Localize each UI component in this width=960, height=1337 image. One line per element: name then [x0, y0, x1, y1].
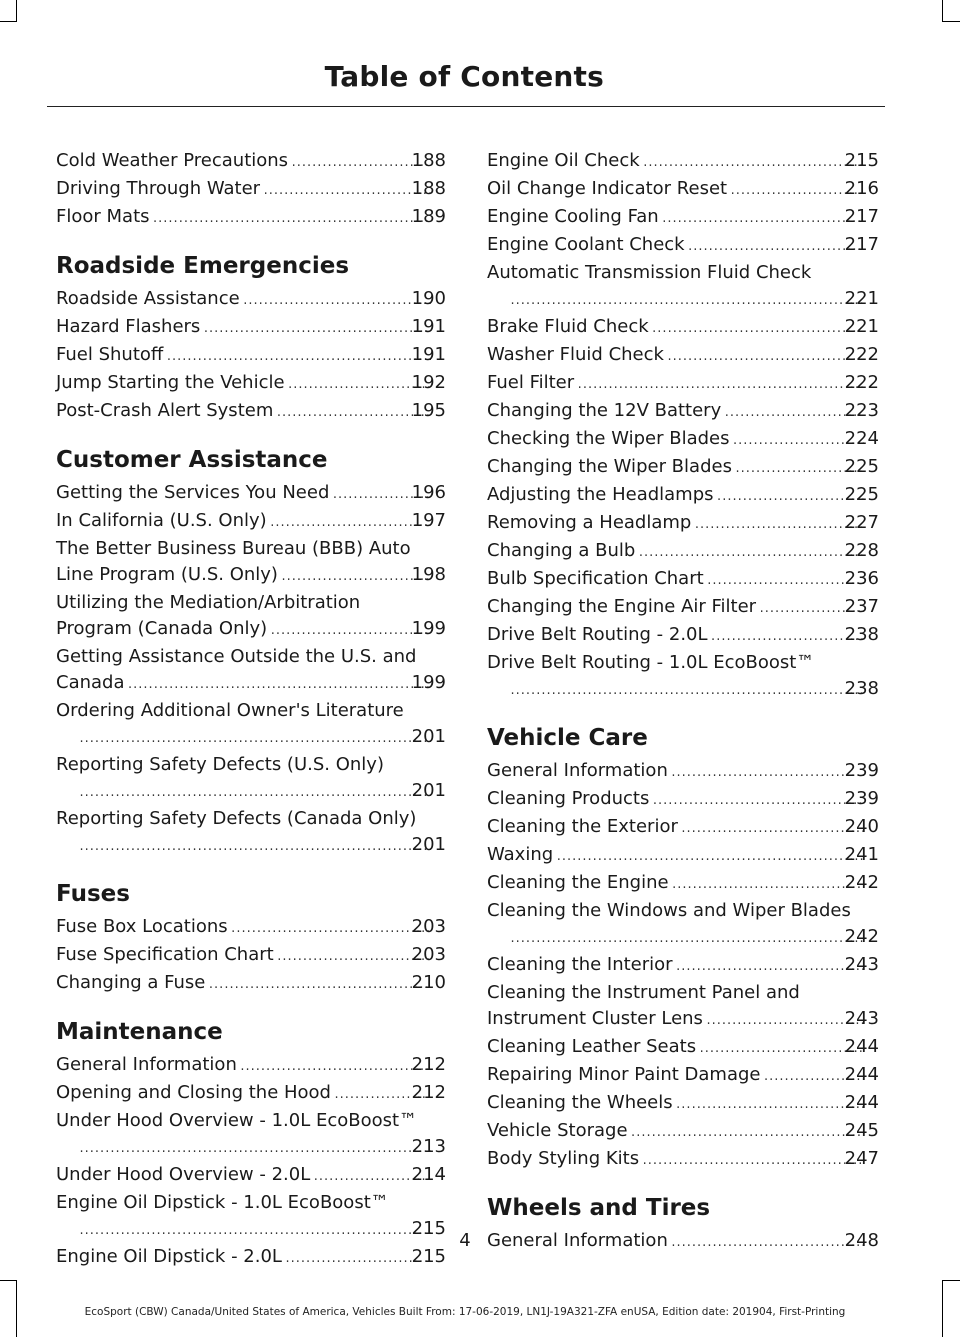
toc-entry-row	[76, 724, 446, 752]
toc-entry[interactable]	[487, 898, 879, 952]
toc-entry-row	[487, 842, 879, 870]
toc-entry[interactable]	[56, 314, 446, 342]
dot-leader	[711, 624, 864, 650]
toc-page-number: 240	[844, 816, 879, 837]
toc-entry-title: Removing a Headlamp	[487, 512, 692, 533]
toc-entry[interactable]	[56, 914, 446, 942]
dot-leader	[128, 672, 431, 698]
toc-page-number: 196	[411, 482, 446, 503]
toc-entry-title: Changing the 12V Battery	[487, 400, 722, 421]
dot-leader	[688, 234, 864, 260]
toc-entry-title: Washer Fluid Check	[487, 344, 664, 365]
crop-mark	[942, 21, 960, 22]
toc-entry-row	[56, 1052, 446, 1080]
dot-leader	[231, 916, 431, 942]
toc-page-number: 225	[844, 456, 879, 477]
toc-page-number: 237	[844, 596, 879, 617]
section-heading: Vehicle Care	[487, 725, 648, 751]
toc-page-number: 191	[411, 316, 446, 337]
toc-entry[interactable]	[56, 1162, 446, 1190]
toc-entry-title: Engine Oil Dipstick - 2.0L	[56, 1246, 282, 1267]
toc-page-number: 221	[844, 316, 879, 337]
dot-leader	[724, 400, 863, 426]
toc-entry-title: Changing a Bulb	[487, 540, 636, 561]
toc-entry-row	[487, 622, 879, 650]
dot-leader	[667, 344, 864, 370]
toc-entry-title: Under Hood Overview - 2.0L	[56, 1164, 311, 1185]
toc-page-number: 212	[411, 1082, 446, 1103]
toc-page-number: 222	[844, 372, 879, 393]
toc-page-number: 188	[411, 150, 446, 171]
toc-page-number: 222	[844, 344, 879, 365]
section-heading: Customer Assistance	[56, 447, 328, 473]
dot-leader	[652, 316, 864, 342]
toc-entry-row	[487, 148, 879, 176]
toc-page-number: 248	[844, 1230, 879, 1251]
toc-entry-row	[56, 176, 446, 204]
toc-entry[interactable]	[487, 786, 879, 814]
toc-entry-row	[487, 482, 879, 510]
dot-leader	[662, 206, 864, 232]
toc-entry-row	[56, 508, 446, 536]
dot-leader	[556, 844, 863, 870]
toc-page-number: 199	[411, 672, 446, 693]
toc-page-number: 192	[411, 372, 446, 393]
toc-entry[interactable]	[56, 970, 446, 998]
toc-page-number: 244	[844, 1064, 879, 1085]
dot-leader	[706, 1008, 864, 1034]
toc-entry-title: Cleaning the Engine	[487, 872, 669, 893]
toc-entry-row	[487, 204, 879, 232]
toc-page-number: 215	[411, 1218, 446, 1239]
toc-page-number: 243	[844, 954, 879, 975]
toc-entry-row	[487, 1006, 879, 1034]
toc-entry-title: Utilizing the Mediation/Arbitration	[56, 592, 361, 613]
toc-entry-row	[487, 538, 879, 566]
toc-entry-row	[487, 176, 879, 204]
toc-entry[interactable]	[487, 370, 879, 398]
toc-page-number: 198	[411, 564, 446, 585]
toc-page-number: 238	[844, 624, 879, 645]
toc-entry-title: Fuse Box Locations	[56, 916, 228, 937]
dot-leader	[510, 288, 864, 314]
crop-mark	[16, 0, 17, 22]
dot-leader	[510, 926, 864, 952]
toc-entry-row	[56, 670, 446, 698]
toc-page-number: 195	[411, 400, 446, 421]
dot-leader	[79, 834, 431, 860]
toc-entry-row	[487, 370, 879, 398]
toc-entry-title: Waxing	[487, 844, 554, 865]
dot-leader	[166, 344, 430, 370]
toc-entry-row	[76, 1134, 446, 1162]
toc-page-number: 244	[844, 1036, 879, 1057]
section-heading: Maintenance	[56, 1019, 223, 1045]
toc-entry-title: Reporting Safety Defects (U.S. Only)	[56, 754, 384, 775]
toc-entry-title: Drive Belt Routing - 1.0L EcoBoost™	[487, 652, 815, 673]
toc-entry-row	[56, 942, 446, 970]
toc-entry[interactable]	[487, 232, 879, 260]
toc-entry-row	[487, 1034, 879, 1062]
toc-entry-title: Fuel Shutoff	[56, 344, 164, 365]
toc-page-number: 215	[844, 150, 879, 171]
toc-entry-row	[56, 286, 446, 314]
toc-entry-title: Vehicle Storage	[487, 1120, 628, 1141]
toc-entry[interactable]	[56, 1108, 446, 1162]
section-heading: Fuses	[56, 881, 130, 907]
dot-leader	[79, 1136, 431, 1162]
dot-leader	[291, 150, 431, 176]
toc-entry-title-cont: Program (Canada Only)	[56, 618, 268, 639]
toc-entry-title: Jump Starting the Vehicle	[56, 372, 285, 393]
toc-page-number: 188	[411, 178, 446, 199]
toc-page-number: 190	[411, 288, 446, 309]
toc-entry[interactable]	[487, 870, 879, 898]
toc-entry-row	[76, 832, 446, 860]
dot-leader	[577, 372, 863, 398]
toc-entry[interactable]	[56, 644, 446, 698]
dot-leader	[276, 400, 430, 426]
page-number: 4	[459, 1230, 471, 1251]
toc-left-column	[56, 148, 446, 1272]
toc-page-number: 215	[411, 1246, 446, 1267]
toc-entry[interactable]	[56, 590, 446, 644]
dot-leader	[652, 788, 863, 814]
dot-leader	[699, 1036, 864, 1062]
dot-leader	[277, 944, 431, 970]
toc-entry[interactable]	[487, 566, 879, 594]
toc-entry[interactable]	[487, 510, 879, 538]
toc-page-number: 203	[411, 944, 446, 965]
toc-entry[interactable]	[487, 952, 879, 980]
toc-entry[interactable]	[487, 426, 879, 454]
toc-entry-title: Cleaning the Wheels	[487, 1092, 673, 1113]
toc-entry-title: Engine Oil Dipstick - 1.0L EcoBoost™	[56, 1192, 389, 1213]
toc-page-number: 238	[844, 678, 879, 699]
section-heading: Wheels and Tires	[487, 1195, 711, 1221]
toc-entry[interactable]	[487, 398, 879, 426]
toc-page-number: 197	[411, 510, 446, 531]
toc-entry-row	[507, 924, 879, 952]
crop-mark	[942, 0, 943, 22]
toc-page-number: 244	[844, 1092, 879, 1113]
toc-entry-row	[487, 1062, 879, 1090]
toc-entry-row	[487, 510, 879, 538]
toc-entry[interactable]	[487, 260, 879, 314]
toc-entry-title: Getting Assistance Outside the U.S. and	[56, 646, 417, 667]
toc-entry-row	[56, 914, 446, 942]
toc-page-number: 228	[844, 540, 879, 561]
toc-page-number: 241	[844, 844, 879, 865]
toc-entry[interactable]	[487, 814, 879, 842]
toc-entry-row	[76, 778, 446, 806]
toc-entry-title: Cleaning Products	[487, 788, 650, 809]
toc-entry-title: Changing the Engine Air Filter	[487, 596, 757, 617]
toc-entry-title: Floor Mats	[56, 206, 150, 227]
toc-entry-title: Body Styling Kits	[487, 1148, 640, 1169]
toc-entry[interactable]	[56, 508, 446, 536]
toc-entry-row	[507, 676, 879, 704]
dot-leader	[153, 206, 431, 232]
dot-leader	[694, 512, 863, 538]
toc-entry[interactable]	[487, 594, 879, 622]
toc-entry[interactable]	[56, 1080, 446, 1108]
toc-entry-row	[487, 814, 879, 842]
toc-entry[interactable]	[487, 538, 879, 566]
toc-entry-title-cont: Instrument Cluster Lens	[487, 1008, 703, 1029]
toc-entry[interactable]	[487, 1034, 879, 1062]
toc-entry[interactable]	[56, 806, 446, 860]
toc-entry-title: The Better Business Bureau (BBB) Auto	[56, 538, 411, 559]
toc-page-number: 199	[411, 618, 446, 639]
toc-entry-row	[487, 232, 879, 260]
toc-entry-title: General Information	[487, 760, 668, 781]
toc-entry[interactable]	[487, 454, 879, 482]
toc-page-number: 221	[844, 288, 879, 309]
toc-entry[interactable]	[56, 176, 446, 204]
dot-leader	[676, 954, 864, 980]
toc-entry-title: Reporting Safety Defects (Canada Only)	[56, 808, 417, 829]
dot-leader	[240, 1054, 431, 1080]
toc-page-number: 203	[411, 916, 446, 937]
dot-leader	[643, 150, 864, 176]
toc-entry-title: Engine Oil Check	[487, 150, 640, 171]
section-heading: Roadside Emergencies	[56, 253, 350, 279]
dot-leader	[270, 510, 431, 536]
toc-page-number: 217	[844, 206, 879, 227]
toc-entry[interactable]	[487, 204, 879, 232]
crop-mark	[942, 1280, 960, 1281]
dot-leader	[270, 618, 430, 644]
toc-entry-row	[56, 616, 446, 644]
dot-leader	[638, 540, 863, 566]
toc-entry-title-cont: Canada	[56, 672, 125, 693]
toc-entry-row	[56, 1162, 446, 1190]
dot-leader	[672, 872, 864, 898]
toc-entry[interactable]	[487, 148, 879, 176]
toc-right-column	[487, 148, 879, 1256]
toc-entry[interactable]	[487, 980, 879, 1034]
toc-entry[interactable]	[487, 622, 879, 650]
crop-mark	[942, 1280, 943, 1337]
toc-entry-title: Repairing Minor Paint Damage	[487, 1064, 761, 1085]
toc-entry-row	[487, 594, 879, 622]
toc-entry-title-cont: Line Program (U.S. Only)	[56, 564, 278, 585]
toc-entry-title: Cleaning the Exterior	[487, 816, 678, 837]
toc-entry[interactable]	[56, 480, 446, 508]
dot-leader	[281, 564, 431, 590]
toc-entry-row	[487, 342, 879, 370]
toc-page-number: 217	[844, 234, 879, 255]
dot-leader	[79, 780, 431, 806]
toc-entry[interactable]	[487, 176, 879, 204]
toc-entry-row	[56, 398, 446, 426]
toc-page-number: 189	[411, 206, 446, 227]
dot-leader	[203, 316, 430, 342]
toc-entry-title: Hazard Flashers	[56, 316, 201, 337]
dot-leader	[208, 972, 430, 998]
toc-entry-title: General Information	[487, 1230, 668, 1251]
dot-leader	[671, 760, 864, 786]
toc-page-number: 243	[844, 1008, 879, 1029]
toc-entry-row	[56, 370, 446, 398]
toc-entry-row	[487, 398, 879, 426]
toc-entry-title: Opening and Closing the Hood	[56, 1082, 331, 1103]
toc-page-number: 201	[411, 834, 446, 855]
dot-leader	[642, 1148, 864, 1174]
toc-entry-row	[487, 1118, 879, 1146]
toc-entry-row	[507, 286, 879, 314]
dot-leader	[732, 428, 863, 454]
header-divider	[47, 106, 885, 107]
dot-leader	[676, 1092, 864, 1118]
dot-leader	[79, 726, 431, 752]
toc-entry-row	[56, 342, 446, 370]
toc-entry-title: Fuel Filter	[487, 372, 575, 393]
toc-entry-title: Cleaning the Windows and Wiper Blades	[487, 900, 851, 921]
toc-entry-title: Engine Coolant Check	[487, 234, 685, 255]
toc-entry-row	[56, 480, 446, 508]
dot-leader	[717, 484, 864, 510]
footer-text: EcoSport (CBW) Canada/United States of America, Vehicles Built From: 17-06-2019, LN1J-19A321-ZFA enUSA, Edition date: 201904, First-Printing	[84, 1306, 846, 1318]
toc-page-number: 239	[844, 760, 879, 781]
toc-entry-row	[56, 314, 446, 342]
dot-leader	[510, 678, 864, 704]
toc-page-number: 242	[844, 872, 879, 893]
toc-entry-title: Engine Cooling Fan	[487, 206, 659, 227]
toc-entry-title: Changing a Fuse	[56, 972, 206, 993]
toc-entry-title: Cleaning the Instrument Panel and	[487, 982, 800, 1003]
toc-entry-title: Cold Weather Precautions	[56, 150, 289, 171]
toc-entry[interactable]	[487, 482, 879, 510]
toc-page-number: 214	[411, 1164, 446, 1185]
toc-entry-title: Ordering Additional Owner's Literature	[56, 700, 404, 721]
toc-entry[interactable]	[56, 148, 446, 176]
toc-entry[interactable]	[56, 398, 446, 426]
toc-entry-title: In California (U.S. Only)	[56, 510, 267, 531]
toc-entry[interactable]	[487, 1146, 879, 1174]
toc-page-number: 236	[844, 568, 879, 589]
toc-entry-title: Drive Belt Routing - 2.0L	[487, 624, 708, 645]
toc-entry-row	[56, 204, 446, 232]
dot-leader	[707, 568, 864, 594]
crop-mark	[0, 21, 17, 22]
toc-entry-title: Cleaning the Interior	[487, 954, 673, 975]
dot-leader	[243, 288, 431, 314]
toc-entry[interactable]	[487, 758, 879, 786]
toc-page-number: 247	[844, 1148, 879, 1169]
toc-entry-title: Changing the Wiper Blades	[487, 456, 732, 477]
toc-entry-row	[487, 454, 879, 482]
toc-entry-row	[487, 1146, 879, 1174]
toc-entry[interactable]	[56, 204, 446, 232]
toc-page-number: 223	[844, 400, 879, 421]
toc-entry[interactable]	[487, 342, 879, 370]
toc-page-number: 210	[411, 972, 446, 993]
toc-page-number: 225	[844, 484, 879, 505]
toc-entry-title: Under Hood Overview - 1.0L EcoBoost™	[56, 1110, 418, 1131]
toc-entry[interactable]	[487, 1062, 879, 1090]
toc-entry-title: Brake Fluid Check	[487, 316, 649, 337]
dot-leader	[631, 1120, 864, 1146]
toc-entry-row	[487, 870, 879, 898]
toc-page-number: 213	[411, 1136, 446, 1157]
toc-entry-title: Oil Change Indicator Reset	[487, 178, 728, 199]
toc-entry-title: Automatic Transmission Fluid Check	[487, 262, 812, 283]
toc-entry[interactable]	[487, 1118, 879, 1146]
toc-entry[interactable]	[487, 842, 879, 870]
toc-entry[interactable]	[487, 650, 879, 704]
toc-page-number: 227	[844, 512, 879, 533]
toc-entry-row	[56, 970, 446, 998]
toc-page-number: 201	[411, 726, 446, 747]
toc-page-number: 224	[844, 428, 879, 449]
toc-entry[interactable]	[56, 752, 446, 806]
toc-entry-title: Getting the Services You Need	[56, 482, 330, 503]
toc-page-number: 239	[844, 788, 879, 809]
toc-entry[interactable]	[56, 942, 446, 970]
dot-leader	[730, 178, 864, 204]
toc-entry-row	[56, 562, 446, 590]
toc-entry-row	[487, 566, 879, 594]
toc-entry[interactable]	[56, 286, 446, 314]
toc-entry-row	[487, 314, 879, 342]
toc-entry-row	[487, 952, 879, 980]
toc-page-number: 191	[411, 344, 446, 365]
toc-entry[interactable]	[56, 342, 446, 370]
toc-page-number: 245	[844, 1120, 879, 1141]
crop-mark	[0, 1280, 17, 1281]
toc-entry-row	[487, 786, 879, 814]
toc-entry[interactable]	[56, 370, 446, 398]
page-title: Table of Contents	[324, 60, 604, 93]
toc-entry-title: Driving Through Water	[56, 178, 261, 199]
toc-entry-title: Cleaning Leather Seats	[487, 1036, 697, 1057]
toc-page-number: 201	[411, 780, 446, 801]
toc-page-number: 212	[411, 1054, 446, 1075]
toc-entry[interactable]	[487, 1090, 879, 1118]
toc-entry[interactable]	[487, 314, 879, 342]
dot-leader	[681, 816, 864, 842]
toc-entry-row	[56, 1080, 446, 1108]
toc-page-number: 242	[844, 926, 879, 947]
toc-entry-row	[487, 426, 879, 454]
toc-entry-row	[487, 1090, 879, 1118]
toc-entry-title: Adjusting the Headlamps	[487, 484, 714, 505]
toc-entry-title: Post-Crash Alert System	[56, 400, 274, 421]
toc-entry-row	[56, 148, 446, 176]
dot-leader	[263, 178, 431, 204]
toc-entry[interactable]	[56, 698, 446, 752]
toc-page-number: 216	[844, 178, 879, 199]
toc-entry-title: Bulb Specification Chart	[487, 568, 704, 589]
toc-entry[interactable]	[56, 536, 446, 590]
toc-entry-title: Fuse Specification Chart	[56, 944, 274, 965]
toc-entry-title: Checking the Wiper Blades	[487, 428, 730, 449]
toc-entry-title: General Information	[56, 1054, 237, 1075]
dot-leader	[288, 372, 431, 398]
toc-entry[interactable]	[56, 1052, 446, 1080]
toc-entry-title: Roadside Assistance	[56, 288, 240, 309]
toc-entry-row	[487, 758, 879, 786]
